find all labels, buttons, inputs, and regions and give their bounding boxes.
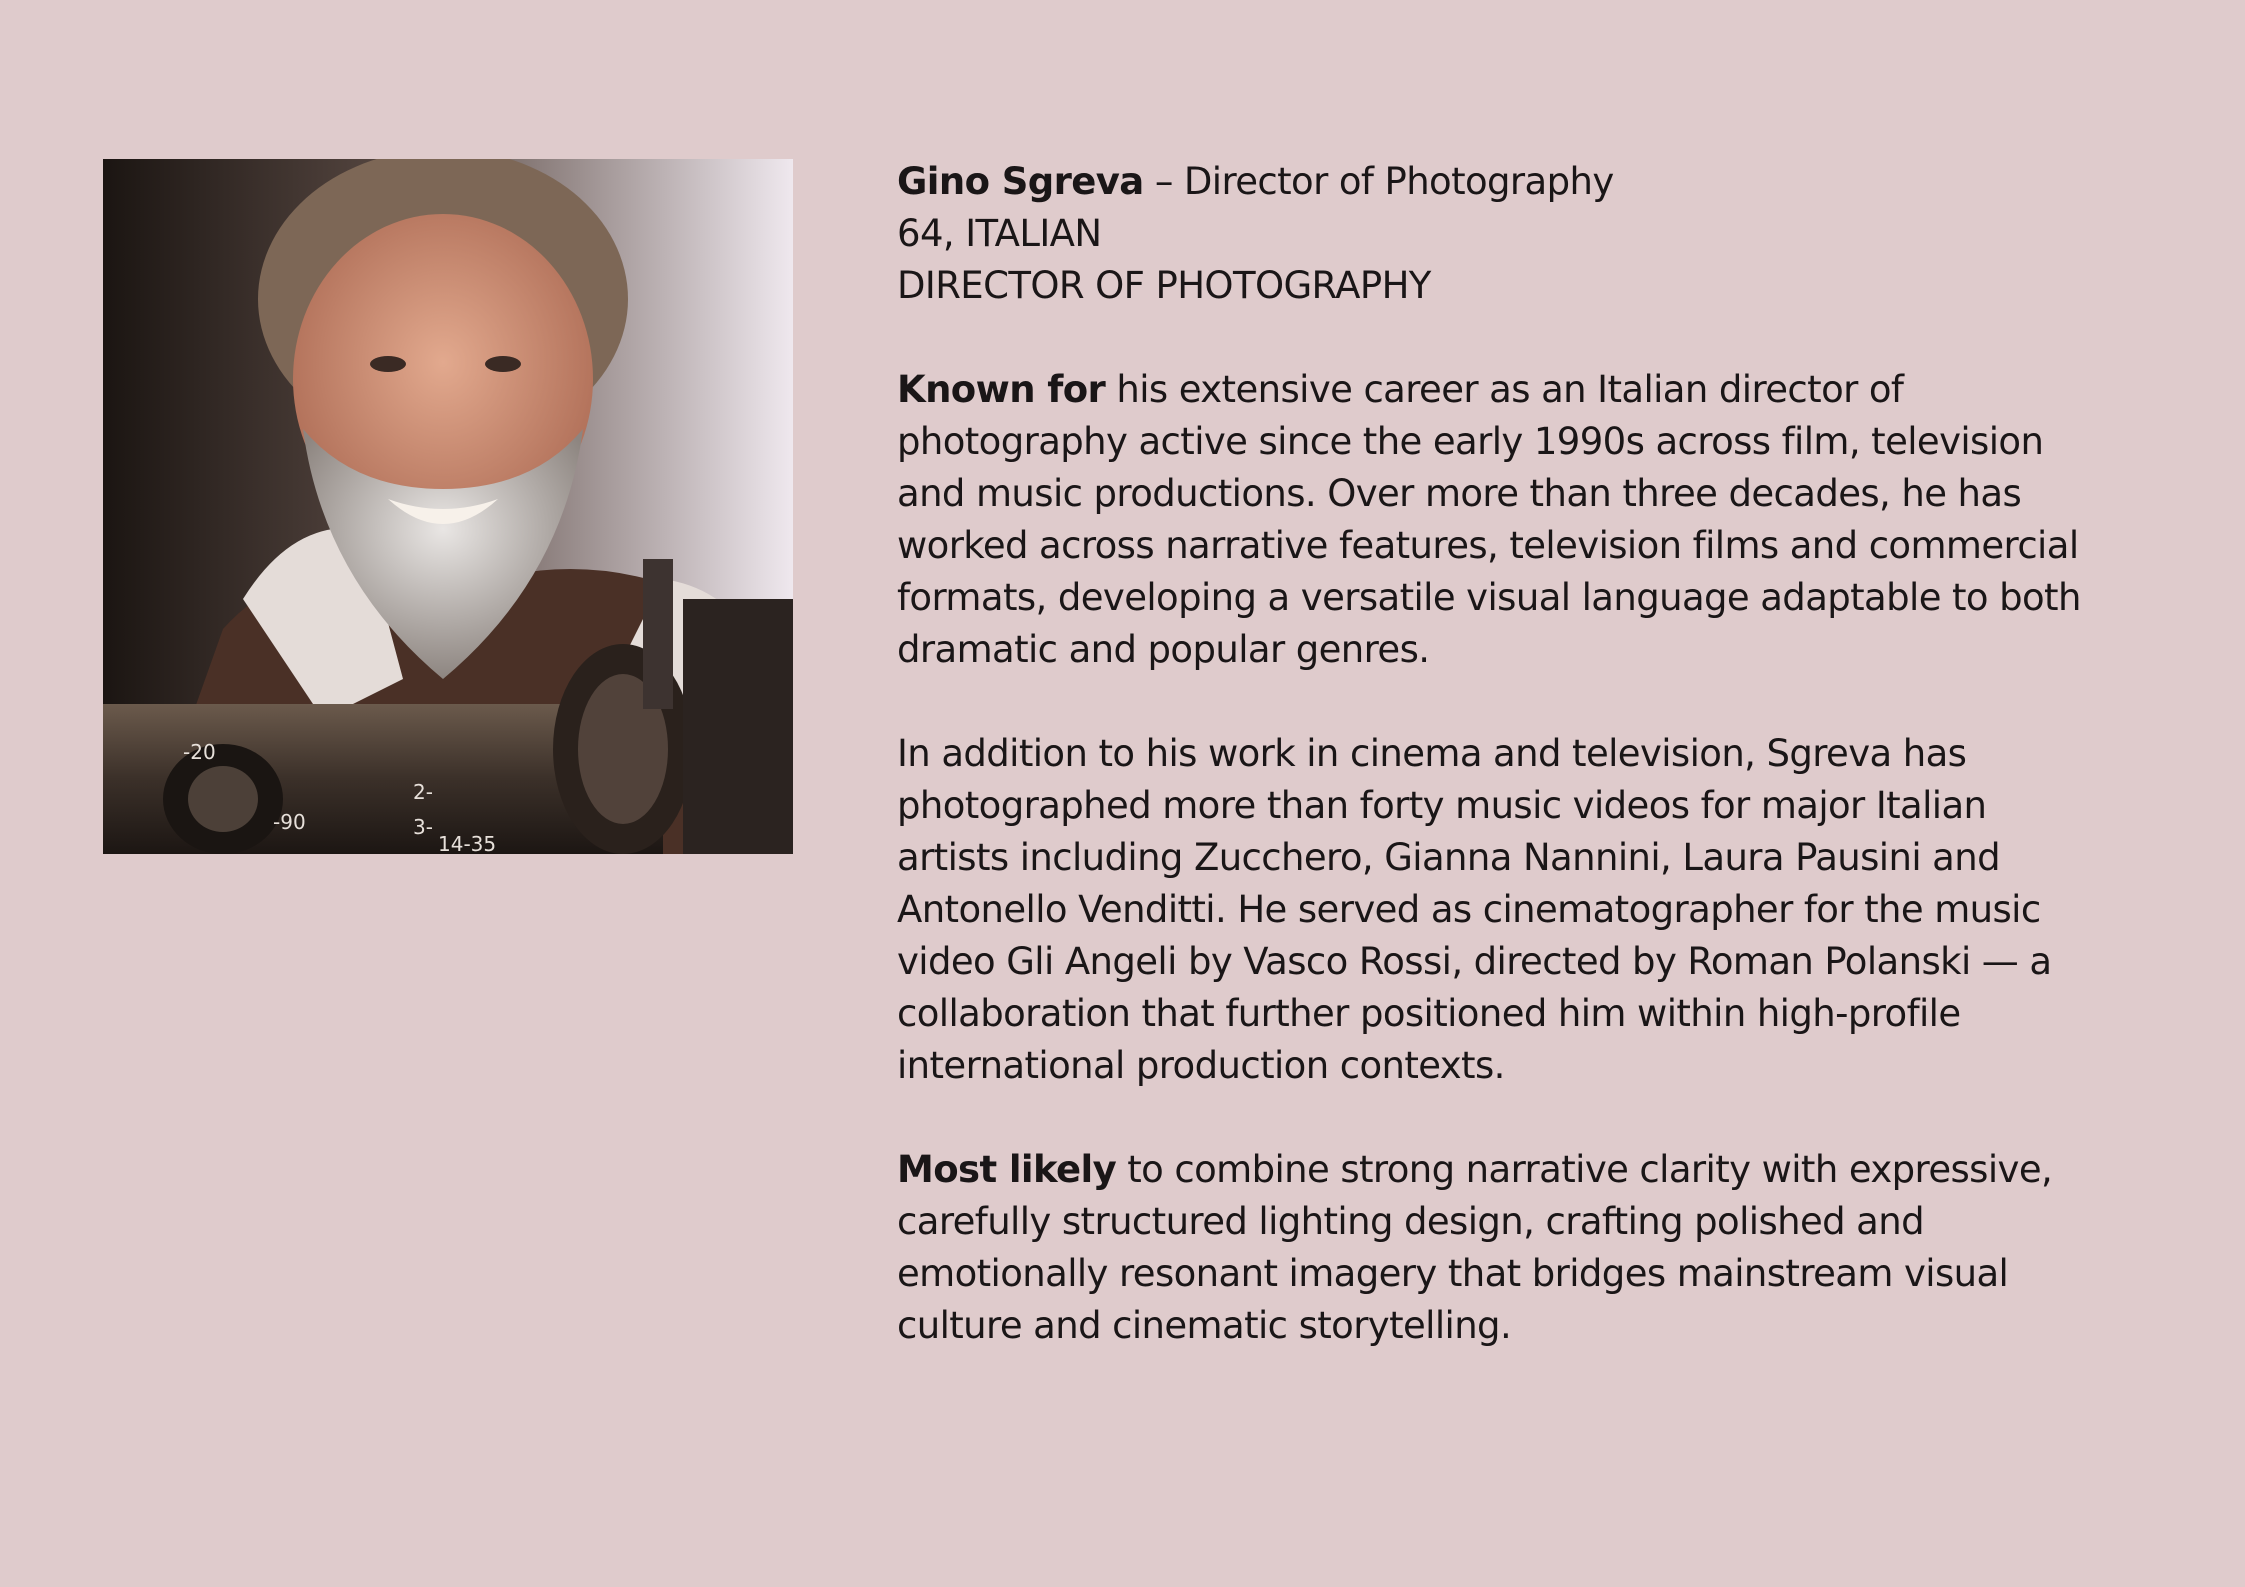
- person-name: Gino Sgreva: [897, 160, 1144, 203]
- most-likely-label: Most likely: [897, 1148, 1117, 1191]
- svg-text:-20: -20: [183, 740, 216, 764]
- most-likely-text: to combine strong narrative clarity with expressive, carefully structured lighting design, crafting polished and emotionally resonant imagery that bridges mainstream visual culture and cinematic storytelling.: [897, 1148, 2053, 1347]
- career-paragraph: In addition to his work in cinema and television, Sgreva has photographed more than forty music videos for major Italian artists including Zucchero, Gianna Nannini, Laura Pausini and Antonello Venditti. He served as cinematographer for the music video Gli Angeli by Vasco Rossi, directed by Roman Polanski — a collaboration that further positioned him within high-profile international production contexts.: [897, 732, 2052, 1087]
- svg-text:-90: -90: [273, 810, 306, 834]
- age-nationality: 64, ITALIAN: [897, 212, 1102, 255]
- known-for-paragraph: [897, 364, 2097, 676]
- name-line: [897, 156, 2097, 208]
- svg-text:2-: 2-: [413, 780, 433, 804]
- svg-text:3-: 3-: [413, 815, 433, 839]
- bio-text-block: [897, 156, 2097, 1352]
- role-suffix: – Director of Photography: [1143, 160, 1614, 203]
- svg-text:14-35: 14-35: [438, 832, 497, 854]
- portrait-image: [103, 159, 793, 854]
- job-title: DIRECTOR OF PHOTOGRAPHY: [897, 264, 1431, 307]
- most-likely-paragraph: [897, 1144, 2097, 1352]
- portrait-photo: [103, 159, 793, 854]
- known-for-text: his extensive career as an Italian director of photography active since the early 1990s across film, television and music productions. Over more than three decades, he has worked across narrative features, television films and commercial formats, developing a versatile visual language adaptable to both dramatic and popular genres.: [897, 368, 2081, 671]
- known-for-label: Known for: [897, 368, 1106, 411]
